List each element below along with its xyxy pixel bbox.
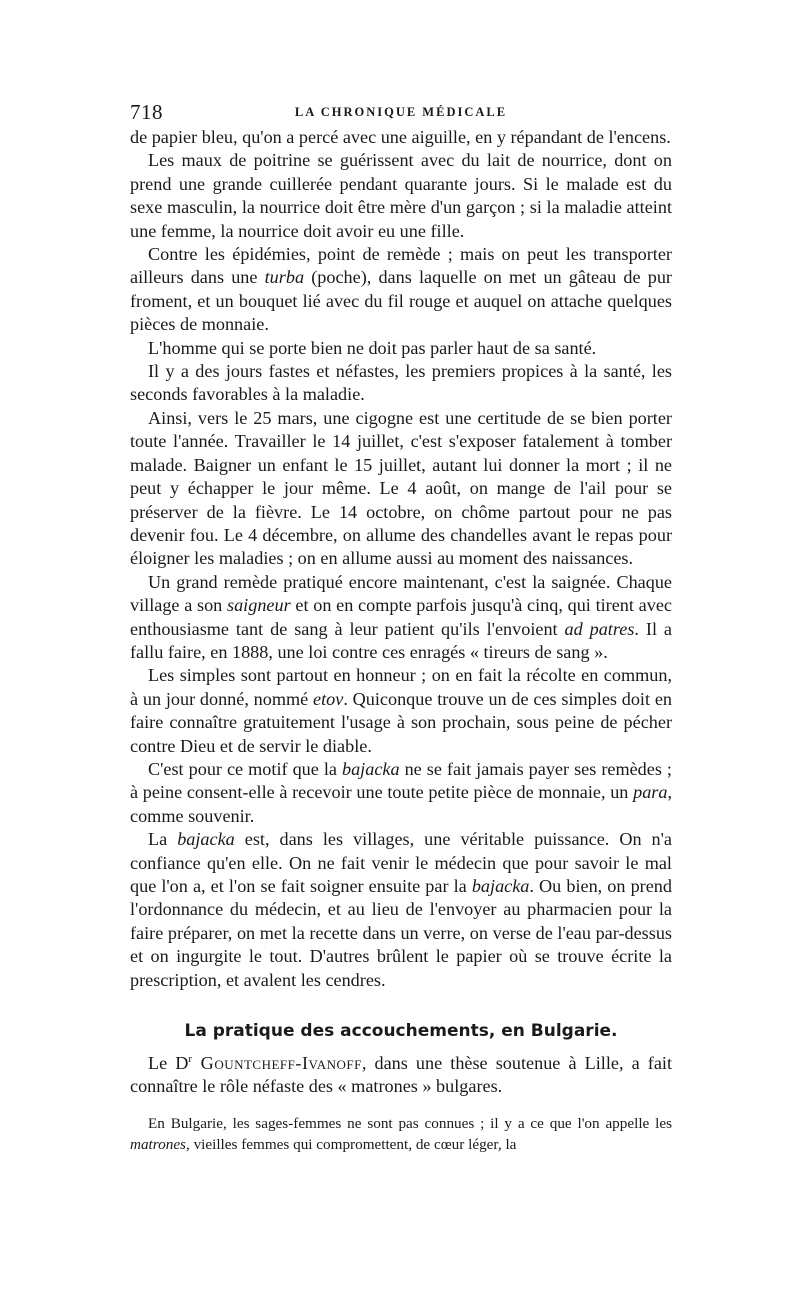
page	[130, 100, 672, 1156]
italic-term: etov	[313, 688, 344, 709]
text: Un grand remède pratiqué encore maintenant, c'est la saignée. Chaque village a son	[130, 571, 672, 616]
paragraph	[130, 360, 672, 407]
paragraph	[130, 664, 672, 758]
text: . Quiconque trouve un de ces simples doit en faire connaître gratuitement l'usage à son prochain, sous peine de pécher contre Dieu et de servir le diable.	[130, 688, 672, 756]
paragraph	[130, 243, 672, 337]
quoted-paragraph	[130, 1113, 672, 1156]
text: Il y a des jours fastes et néfastes, les premiers propices à la santé, les seconds favorables à la maladie.	[130, 361, 672, 405]
italic-term: bajacka	[471, 876, 530, 896]
running-title: LA CHRONIQUE MÉDICALE	[294, 105, 508, 119]
text: , comme souvenir.	[130, 782, 672, 826]
italic-term: bajacka	[341, 758, 400, 779]
italic-term: matrones	[130, 1136, 186, 1154]
author-name: Gountcheff-Ivanoff	[192, 1053, 362, 1074]
text: Les maux de poitrine se guérissent avec du lait de nourrice, dont on prend une grande cuillerée pendant quarante jours. Si le malade est du sexe masculin, la nourrice doit être mère d'un garçon ; si la maladie atteint une femme, la nourrice doit avoir eu une fille.	[130, 150, 672, 241]
paragraph	[130, 126, 672, 149]
paragraph	[130, 1052, 672, 1099]
paragraph	[130, 828, 672, 992]
text: C'est pour ce motif que la	[148, 758, 342, 779]
text: est, dans les villages, une véritable puissance. On n'a confiance qu'en elle. On ne fait venir le médecin que pour savoir le mal que l'on a, et l'on se fait soigner ensuite par la	[130, 829, 672, 896]
text: La	[148, 829, 178, 850]
paragraph	[130, 407, 672, 571]
italic-term: ad patres	[564, 618, 635, 639]
italic-term: saigneur	[227, 595, 291, 616]
paragraph	[130, 758, 672, 828]
text: . Ou bien, on prend l'ordonnance du médecin, et au lieu de l'envoyer au pharmacien pour la faire préparer, on met la recette dans un verre, on verse de l'eau par-dessus et on ingurgite le tout. D'autres brûlent le papier où se trouve écrite la prescription, et avalent les cendres.	[130, 876, 672, 990]
italic-term: turba	[264, 267, 305, 288]
text: , dans une thèse soutenue à Lille, a fait connaître le rôle néfaste des « matrones » bulgares.	[130, 1053, 673, 1097]
text: ne se fait jamais payer ses remèdes ; à peine consent-elle à recevoir une toute petite pièce de monnaie, un	[130, 758, 672, 803]
superscript: r	[188, 1052, 193, 1065]
paragraph	[130, 337, 672, 360]
text: En Bulgarie, les sages-femmes ne sont pas connues ; il y a ce que l'on appelle les	[148, 1114, 672, 1132]
text: et on en compte parfois jusqu'à cinq, qui tirent avec enthousiasme tant de sang à leur patient qu'ils l'envoient	[130, 595, 672, 639]
text: Ainsi, vers le 25 mars, une cigogne est une certitude de se bien porter toute l'année. Travailler le 14 juillet, c'est s'exposer fatalement à tomber malade. Baigner un enfant le 15 juillet, autant lui donner la mort ; il ne peut y échapper le jour même. Le 4 août, on mange de l'ail pour se préserver de la fièvre. Le 14 octobre, on chôme partout pour ne pas devenir fou. Le 4 décembre, on allume des chandelles avant le repas pour éloigner les maladies ; on en allume aussi au moment des naissances.	[130, 407, 672, 569]
section-heading: La pratique des accouchements, en Bulgarie.	[184, 1021, 618, 1042]
text: , vieilles femmes qui compromettent, de cœur léger, la	[185, 1136, 517, 1154]
paragraph	[130, 571, 672, 665]
text: Contre les épidémies, point de remède ; mais on peut les transporter ailleurs dans une	[130, 244, 672, 288]
paragraph	[130, 149, 672, 243]
italic-term: bajacka	[177, 829, 235, 850]
text: . Il a fallu faire, en 1888, une loi contre ces enragés « tireurs de sang ».	[130, 618, 672, 662]
text: de papier bleu, qu'on a percé avec une aiguille, en y répandant de l'encens.	[130, 127, 671, 147]
text: Le D	[148, 1053, 189, 1074]
page-header	[130, 100, 672, 124]
text: (poche), dans laquelle on met un gâteau de pur froment, et un bouquet lié avec du fil rouge et auquel on attache quelques pièces de monnaie.	[130, 267, 672, 335]
italic-term: para	[633, 782, 668, 803]
text: Les simples sont partout en honneur ; on en fait la récolte en commun, à un jour donné, nommé	[130, 665, 672, 709]
page-number: 718	[130, 100, 163, 124]
text: L'homme qui se porte bien ne doit pas parler haut de sa santé.	[148, 337, 597, 358]
